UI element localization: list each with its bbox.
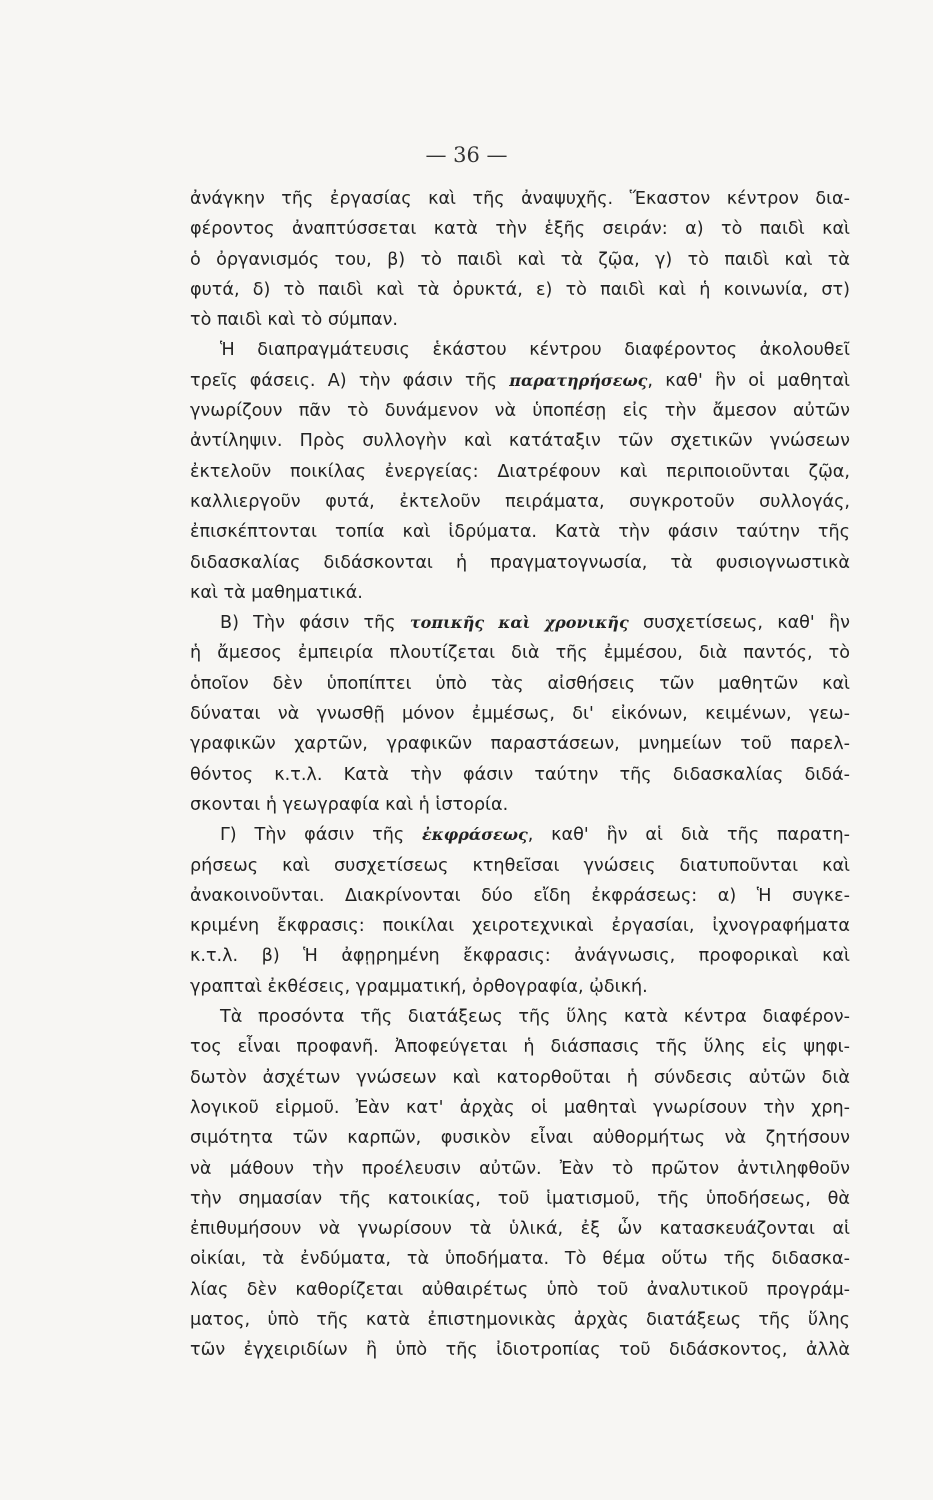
text-line bbox=[190, 305, 850, 335]
text-line bbox=[190, 669, 850, 699]
text-line bbox=[190, 820, 850, 850]
text-line bbox=[190, 699, 850, 729]
body-text bbox=[190, 184, 850, 1366]
text-run: ἡ ἄμεσος ἐμπειρία πλουτίζεται διὰ τῆς ἐμμέσου, διὰ παντός, τὸ bbox=[190, 643, 850, 664]
text-run: θόντος κ.τ.λ. Κατὰ τὴν φάσιν ταύτην τῆς διδασκαλίας διδά- bbox=[190, 764, 850, 785]
text-line bbox=[190, 548, 850, 578]
text-line bbox=[190, 1335, 850, 1365]
text-run: τος εἶναι προφανῆ. Ἀποφεύγεται ἡ διάσπασις τῆς ὕλης εἰς ψηφι- bbox=[190, 1037, 850, 1058]
text-line bbox=[190, 941, 850, 971]
text-run: φυτά, δ) τὸ παιδὶ καὶ τὰ ὀρυκτά, ε) τὸ παιδὶ καὶ ἡ κοινωνία, στ) bbox=[190, 279, 850, 300]
text-run: οἰκίαι, τὰ ἐνδύματα, τὰ ὑποδήματα. Τὸ θέμα οὕτω τῆς διδασκα- bbox=[190, 1249, 850, 1270]
text-run: ἀνάγκην τῆς ἐργασίας καὶ τῆς ἀναψυχῆς. Ἕκαστον κέντρον δια- bbox=[190, 189, 850, 209]
text-run: Β) Τὴν φάσιν τῆς bbox=[220, 613, 410, 634]
text-run: διδασκαλίας διδάσκονται ἡ πραγματογνωσία, τὰ φυσιογνωστικὰ bbox=[190, 552, 850, 573]
text-line bbox=[190, 214, 850, 244]
text-line bbox=[190, 1305, 850, 1335]
text-run: νὰ μάθουν τὴν προέλευσιν αὐτῶν. Ἐὰν τὸ πρῶτον ἀντιληφθοῦν bbox=[190, 1158, 850, 1179]
text-line bbox=[190, 426, 850, 456]
text-run: κ.τ.λ. β) Ἡ ἀφῃρημένη ἔκφρασις: ἀνάγνωσις, προφορικαὶ καὶ bbox=[190, 946, 850, 967]
emphasized-term: ἐκφράσεως bbox=[422, 825, 528, 845]
text-run: καὶ τὰ μαθηματικά. bbox=[190, 582, 363, 603]
text-run: ἐκτελοῦν ποικίλας ἐνεργείας: Διατρέφουν καὶ περιποιοῦνται ζῷα, bbox=[190, 461, 850, 482]
text-run: δωτὸν ἀσχέτων γνώσεων καὶ κατορθοῦται ἡ σύνδεσις αὐτῶν διὰ bbox=[190, 1067, 850, 1088]
emphasized-term: παρατηρήσεως bbox=[509, 370, 648, 390]
text-line bbox=[190, 335, 850, 365]
text-line bbox=[190, 881, 850, 911]
text-run: σκονται ἡ γεωγραφία καὶ ἡ ἱστορία. bbox=[190, 794, 509, 815]
text-run: καλλιεργοῦν φυτά, ἐκτελοῦν πειράματα, συγκροτοῦν συλλογάς, bbox=[190, 491, 850, 512]
text-line bbox=[190, 1123, 850, 1153]
emphasized-term: τοπικῆς καὶ χρονικῆς bbox=[409, 613, 629, 633]
text-run: τῶν ἐγχειριδίων ἢ ὑπὸ τῆς ἰδιοτροπίας τοῦ διδάσκοντος, ἀλλὰ bbox=[190, 1340, 850, 1361]
text-line bbox=[190, 851, 850, 881]
text-run: ἀντίληψιν. Πρὸς συλλογὴν καὶ κατάταξιν τῶν σχετικῶν γνώσεων bbox=[190, 431, 850, 452]
text-run: γραφικῶν χαρτῶν, γραφικῶν παραστάσεων, μνημείων τοῦ παρελ- bbox=[190, 734, 850, 755]
text-line bbox=[190, 638, 850, 668]
text-line bbox=[190, 608, 850, 638]
text-line bbox=[190, 487, 850, 517]
page-number: — 36 — bbox=[425, 143, 508, 167]
text-line bbox=[190, 729, 850, 759]
text-line bbox=[190, 1275, 850, 1305]
text-run: λίας δὲν καθορίζεται αὐθαιρέτως ὑπὸ τοῦ ἀναλυτικοῦ προγράμ- bbox=[190, 1279, 850, 1300]
text-run: φέροντος ἀναπτύσσεται κατὰ τὴν ἑξῆς σειράν: α) τὸ παιδὶ καὶ bbox=[190, 219, 850, 240]
text-run: , καθ' ἣν αἱ διὰ τῆς παρατη- bbox=[527, 825, 850, 846]
text-line bbox=[190, 396, 850, 426]
text-run: , καθ' ἣν οἱ μαθηταὶ bbox=[647, 370, 850, 391]
text-line bbox=[190, 457, 850, 487]
text-line bbox=[190, 275, 850, 305]
text-run: ματος, ὑπὸ τῆς κατὰ ἐπιστημονικὰς ἀρχὰς διατάξεως τῆς ὕλης bbox=[190, 1309, 850, 1330]
text-line bbox=[190, 184, 850, 214]
text-run: τὸ παιδὶ καὶ τὸ σύμπαν. bbox=[190, 310, 398, 331]
text-line bbox=[190, 517, 850, 547]
text-run: ρήσεως καὶ συσχετίσεως κτηθεῖσαι γνώσεις διατυποῦνται καὶ bbox=[190, 855, 850, 876]
text-run: Ἡ διαπραγμάτευσις ἑκάστου κέντρου διαφέροντος ἀκολουθεῖ bbox=[220, 340, 850, 361]
text-line bbox=[190, 366, 850, 396]
text-run: ἐπισκέπτονται τοπία καὶ ἱδρύματα. Κατὰ τὴν φάσιν ταύτην τῆς bbox=[190, 522, 850, 543]
text-line bbox=[190, 972, 850, 1002]
text-run: ὁποῖον δὲν ὑποπίπτει ὑπὸ τὰς αἰσθήσεις τῶν μαθητῶν καὶ bbox=[190, 673, 850, 694]
text-line bbox=[190, 1032, 850, 1062]
text-line bbox=[190, 1063, 850, 1093]
text-line bbox=[190, 578, 850, 608]
text-line bbox=[190, 911, 850, 941]
text-run: Γ) Τὴν φάσιν τῆς bbox=[220, 825, 423, 846]
text-line bbox=[190, 1244, 850, 1274]
text-line bbox=[190, 1184, 850, 1214]
text-run: γνωρίζουν πᾶν τὸ δυνάμενον νὰ ὑποπέσῃ εἰς τὴν ἄμεσον αὐτῶν bbox=[190, 401, 850, 422]
text-line bbox=[190, 245, 850, 275]
text-run: σιμότητα τῶν καρπῶν, φυσικὸν εἶναι αὐθορμήτως νὰ ζητήσουν bbox=[190, 1128, 850, 1149]
text-run: δύναται νὰ γνωσθῇ μόνον ἐμμέσως, δι' εἰκόνων, κειμένων, γεω- bbox=[190, 704, 850, 725]
text-line bbox=[190, 1214, 850, 1244]
text-run: τὴν σημασίαν τῆς κατοικίας, τοῦ ἱματισμοῦ, τῆς ὑποδήσεως, θὰ bbox=[190, 1188, 850, 1209]
text-line bbox=[190, 760, 850, 790]
text-line bbox=[190, 1093, 850, 1123]
text-line bbox=[190, 790, 850, 820]
text-run: γραπταὶ ἐκθέσεις, γραμματική, ὀρθογραφία, ᾠδική. bbox=[190, 976, 648, 997]
text-run: λογικοῦ εἱρμοῦ. Ἐὰν κατ' ἀρχὰς οἱ μαθηταὶ γνωρίσουν τὴν χρη- bbox=[190, 1097, 850, 1118]
text-line bbox=[190, 1154, 850, 1184]
text-run: τρεῖς φάσεις. Α) τὴν φάσιν τῆς bbox=[190, 370, 510, 391]
text-run: ἐπιθυμήσουν νὰ γνωρίσουν τὰ ὑλικά, ἐξ ὧν κατασκευάζονται αἱ bbox=[190, 1219, 850, 1240]
text-run: Τὰ προσόντα τῆς διατάξεως τῆς ὕλης κατὰ κέντρα διαφέρον- bbox=[220, 1007, 850, 1028]
text-run: ὁ ὀργανισμός του, β) τὸ παιδὶ καὶ τὰ ζῷα, γ) τὸ παιδὶ καὶ τὰ bbox=[190, 249, 850, 270]
text-run: κριμένη ἔκφρασις: ποικίλαι χειροτεχνικαὶ ἐργασίαι, ἰχνογραφήματα bbox=[190, 916, 850, 937]
text-run: συσχετίσεως, καθ' ἣν bbox=[628, 613, 850, 634]
text-run: ἀνακοινοῦνται. Διακρίνονται δύο εἴδη ἐκφράσεως: α) Ἡ συγκε- bbox=[190, 885, 850, 906]
text-line bbox=[190, 1002, 850, 1032]
